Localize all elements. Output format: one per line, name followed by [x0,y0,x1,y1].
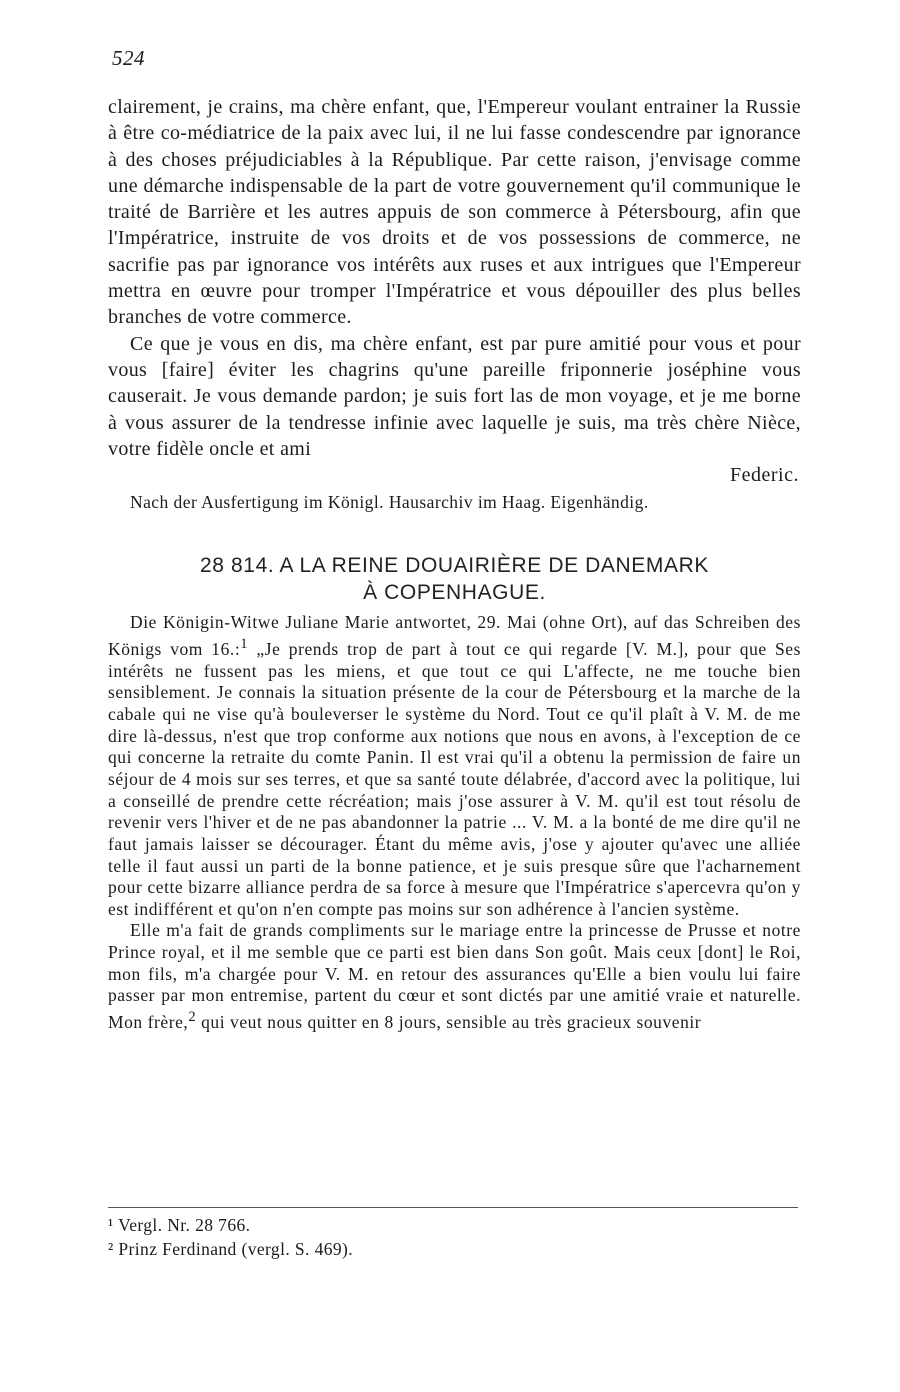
letter-signature: Federic. [730,464,799,487]
footnotes [108,1213,798,1261]
commentary-text: Elle m'a fait de grands compliments sur le mariage entre la princesse de Prusse et notre Prince royal, et il me semble que ce parti est bien dans Son goût. Mais ceux [dont] le Roi, mon fils, m'a chargée pour V. M. en retour des assurances qu'Elle a bien voulu lui faire passer par mon entremise, partent du cœur et sont dictés par une amitié vraie et naturelle. Mon frère, [108,920,801,1032]
commentary-body [108,612,801,1033]
footnote-ref-1: 1 [240,636,249,653]
page-number: 524 [112,46,145,70]
commentary-text-end: qui veut nous quitter en 8 jours, sensible au très gracieux souvenir [196,1011,702,1032]
commentary-intro: Die Königin-Witwe Juliane Marie antwortet, 29. Mai (ohne Ort), auf das Schreiben des Königs vom 16.: [108,612,801,659]
source-note: Nach der Ausfertigung im Königl. Hausarchiv im Haag. Eigenhändig. [130,492,649,513]
commentary-paragraph-2 [108,920,801,1033]
letter-paragraph-1: clairement, je crains, ma chère enfant, que, l'Empereur voulant entrainer la Russie à être co-médiatrice de la paix avec lui, il ne lui fasse condescendre par ignorance à des choses préjudiciables à la République. Par cette raison, j'envisage comme une démarche indispensable de la part de votre gouvernement qu'il communique le traité de Barrière et les autres appuis de son commerce à Pétersbourg, afin que l'Impératrice, instruite de vos droits et de vos possessions de commerce, ne sacrifie pas par ignorance vos intérêts aux ruses et aux intrigues que l'Empereur mettra en œuvre pour tromper l'Impératrice et vous dépouiller des plus belles branches de votre commerce. [108,96,801,329]
letter-body [108,94,801,462]
footnote-ref-2: 2 [188,1009,197,1026]
section-heading-line-2: À COPENHAGUE. [363,581,546,605]
footnote-1: ¹ Vergl. Nr. 28 766. [108,1215,251,1235]
letter-paragraph-2: Ce que je vous en dis, ma chère enfant, est par pure amitié pour vous et pour vous [faire] éviter les chagrins qu'une pareille friponnerie joséphine vous causerait. Je vous demande pardon; je suis fort las de mon voyage, et je me borne à vous assurer de la tendresse infinie avec laquelle je suis, ma très chère Nièce, votre fidèle oncle et ami [108,332,801,460]
footnote-2: ² Prinz Ferdinand (vergl. S. 469). [108,1239,354,1259]
section-heading-line-1: 28 814. A LA REINE DOUAIRIÈRE DE DANEMARK [200,554,709,578]
commentary-paragraph-1 [108,612,801,920]
section-heading [108,552,801,606]
commentary-quote: „Je prends trop de part à tout ce qui regarde [V. M.], pour que Ses intérêts ne fussent pas les miens, et que tout ce qui L'affecte, ne me touche bien sensiblement. Je connais la situation présente de la cour de Pétersbourg et la marche de la cabale qui ne vise qu'à bouleverser le système du Nord. Tout ce qu'il plaît à V. M. de me dire là-dessus, n'est que trop conforme aux notions que nous en avons, à l'exception de ce qui concerne la retraite du comte Panin. Il est vrai qu'il a obtenu la permission de faire un séjour de 4 mois sur ses terres, et que sa santé toute délabrée, d'accord avec la politique, lui a conseillé de prendre cette récréation; mais j'ose assurer à V. M. qu'il est tout résolu de revenir vers l'hiver et de ne pas abandonner la patrie ... V. M. a la bonté de me dire qu'il ne faut jamais laisser se décourager. Étant du même avis, j'ose y ajouter qu'avec une alliée telle il faut aussi un parti de la bonne patience, et je suis presque sûre que l'acharnement pour cette bizarre alliance perdra de sa force à mesure que l'Impératrice s'apercevra qu'on y est indifférent et qu'on n'en compte pas moins sur son adhérence à l'ancien système. [108,638,801,919]
main-text [108,94,801,1034]
footnote-divider [108,1207,798,1208]
